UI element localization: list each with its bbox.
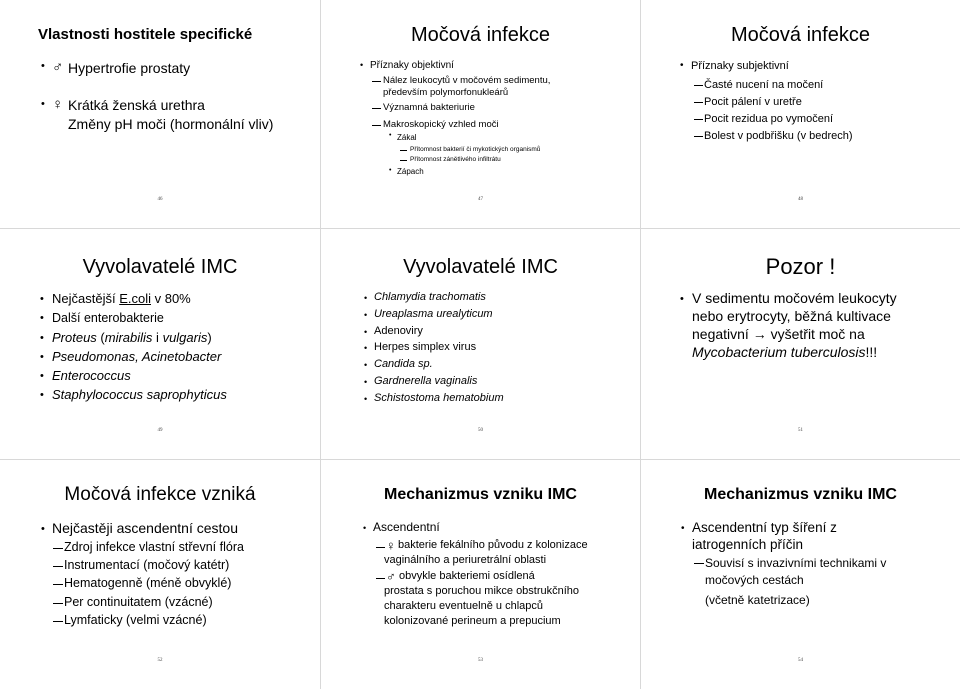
dash-marker xyxy=(53,566,63,567)
sub-sub-text: Zákal xyxy=(397,133,417,142)
bullet-text: Ascendentní typ šíření z xyxy=(692,520,837,535)
sub-text: Pocit pálení v uretře xyxy=(704,96,802,108)
bullet-icon: • xyxy=(364,310,368,320)
bullet-text xyxy=(52,291,191,306)
sub-text: především polymorfonukleárů xyxy=(383,87,509,98)
bullet-text: Enterococcus xyxy=(52,368,131,383)
slide-50 xyxy=(321,229,640,459)
sub-text: vaginálního a periuretrální oblasti xyxy=(384,554,547,566)
bullet-text: Pseudomonas, Acinetobacter xyxy=(52,349,222,364)
bullet-icon: • xyxy=(40,312,44,324)
bullet-icon: • xyxy=(41,60,45,72)
bullet-text: Staphylococcus saprophyticus xyxy=(52,387,227,402)
sub-text: (včetně katetrizace) xyxy=(705,593,810,607)
bullet-icon: • xyxy=(680,293,684,305)
bullet-text: Změny pH moči (hormonální vliv) xyxy=(68,116,274,132)
text-part: v 80% xyxy=(151,291,191,306)
page-number: 51 xyxy=(798,428,803,433)
bullet-text: Ascendentní xyxy=(373,520,440,534)
female-symbol-icon: ♀ xyxy=(386,538,396,553)
sub-text: Časté nucení na močení xyxy=(704,79,824,91)
dash-marker xyxy=(372,125,381,126)
slide-title: Močová infekce vzniká xyxy=(64,484,256,505)
sub-text: Per continuitatem (vzácné) xyxy=(64,595,213,609)
text-part: !!! xyxy=(865,344,878,360)
bullet-text: Nejčastěji ascendentní cestou xyxy=(52,520,238,536)
bullet-icon: • xyxy=(363,523,367,533)
bullet-text: Příznaky objektivní xyxy=(370,60,454,71)
page-number: 47 xyxy=(478,197,483,202)
slide-49 xyxy=(0,229,320,459)
slide-title: Močová infekce xyxy=(411,24,550,46)
bullet-text: Gardnerella vaginalis xyxy=(374,375,478,387)
bullet-text: nebo erytrocyty, běžná kultivace xyxy=(692,308,891,324)
sub-text: Makroskopický vzhled moči xyxy=(383,119,499,130)
bullet-icon: • xyxy=(40,332,44,344)
sub-text: Hematogenně (méně obvyklé) xyxy=(64,576,232,590)
dash-marker xyxy=(694,119,703,120)
sub-text: obvykle bakteriemi osídlená xyxy=(399,570,535,582)
dash-marker xyxy=(53,621,63,622)
bullet-text: Hypertrofie prostaty xyxy=(68,60,191,76)
bullet-icon: • xyxy=(40,370,44,382)
text-part: Proteus xyxy=(52,330,97,345)
dash-marker xyxy=(694,136,703,137)
sub-text: Souvisí s invazivními technikami v xyxy=(705,556,887,570)
bullet-text: Adenoviry xyxy=(374,325,423,337)
bullet-text: iatrogenních příčin xyxy=(692,537,804,552)
text-part: Nejčastější xyxy=(52,291,120,306)
text-part: ( xyxy=(96,330,105,345)
slide-title: Mechanizmus vzniku IMC xyxy=(384,486,577,503)
bullet-text: Herpes simplex virus xyxy=(374,341,477,353)
dash-marker xyxy=(694,102,703,103)
page-number: 46 xyxy=(157,197,163,202)
bullet-icon: • xyxy=(41,98,45,110)
slide-52 xyxy=(0,460,320,689)
sub-text: Nález leukocytů v močovém sedimentu, xyxy=(383,75,551,86)
text-part: ) xyxy=(207,330,212,345)
page-number: 53 xyxy=(478,658,483,663)
bullet-text: Ureaplasma urealyticum xyxy=(374,308,493,320)
text-part: vulgaris xyxy=(162,330,208,345)
dash-marker xyxy=(53,548,63,549)
detail-text: Přítomnost bakterií či mykotických organismů xyxy=(410,146,541,153)
sub-text: močových cestách xyxy=(705,573,804,587)
slide-title: Pozor ! xyxy=(765,254,836,279)
page-number: 52 xyxy=(157,658,163,663)
dash-marker xyxy=(400,150,407,151)
slide-title: Mechanizmus vzniku IMC xyxy=(704,486,897,503)
bullet-icon: • xyxy=(41,523,45,535)
bullet-text xyxy=(52,330,212,345)
slide-title: Vlastnosti hostitele specifické xyxy=(38,26,253,43)
bullet-text: V sedimentu močovém leukocyty xyxy=(692,290,897,306)
bullet-text: Další enterobakterie xyxy=(52,311,164,325)
bullet-icon: • xyxy=(364,394,368,404)
dash-marker xyxy=(376,578,385,579)
male-symbol-icon: ♂ xyxy=(386,569,396,584)
bullet-icon: • xyxy=(40,389,44,401)
bullet-text: Krátká ženská urethra xyxy=(68,97,205,113)
slide-47 xyxy=(321,0,640,228)
bullet-icon: • xyxy=(360,60,364,70)
slide-53 xyxy=(321,460,640,689)
slide-title: Vyvolavatelé IMC xyxy=(82,256,238,278)
bullet-icon: • xyxy=(40,293,44,305)
female-symbol-icon: ♀ xyxy=(52,96,64,113)
dash-marker xyxy=(372,108,381,109)
page-number: 54 xyxy=(798,658,803,663)
page-number: 50 xyxy=(478,428,483,433)
dash-marker xyxy=(694,85,703,86)
dash-marker xyxy=(372,81,381,82)
bullet-text xyxy=(692,344,877,360)
sub-text: Lymfaticky (velmi vzácné) xyxy=(64,613,207,627)
page-number: 49 xyxy=(157,428,163,433)
bullet-text xyxy=(692,326,865,342)
bullet-text: Candida sp. xyxy=(374,358,433,370)
bullet-icon: • xyxy=(389,167,392,174)
bullet-icon: • xyxy=(389,132,392,139)
bullet-text: Příznaky subjektivní xyxy=(691,60,789,72)
dash-marker xyxy=(53,584,63,585)
slide-48 xyxy=(641,0,960,228)
sub-text: bakterie fekálního původu z kolonizace xyxy=(398,539,588,551)
sub-sub-text: Zápach xyxy=(397,167,424,176)
bullet-text: Schistostoma hematobium xyxy=(374,392,504,404)
bullet-icon: • xyxy=(364,343,368,353)
dash-marker xyxy=(376,547,385,548)
sub-text: Významná bakteriurie xyxy=(383,102,475,113)
arrow-icon: → xyxy=(752,326,767,342)
slide-46 xyxy=(0,0,320,228)
bullet-icon: • xyxy=(364,360,368,370)
text-part: vyšetřit moč na xyxy=(770,326,865,342)
sub-text: prostata s poruchou mikce obstrukčního xyxy=(384,585,580,597)
text-part: mirabilis xyxy=(104,330,153,345)
sub-text: Pocit rezidua po vymočení xyxy=(704,113,834,125)
bullet-icon: • xyxy=(364,377,368,387)
sub-text: charakteru eventuelně u chlapců xyxy=(384,600,543,612)
text-part: i xyxy=(152,330,163,345)
sub-text: Zdroj infekce vlastní střevní flóra xyxy=(64,540,244,554)
slide-title: Močová infekce xyxy=(731,24,870,46)
male-symbol-icon: ♂ xyxy=(52,59,64,76)
bullet-icon: • xyxy=(681,523,685,534)
sub-text: kolonizované perineum a prepucium xyxy=(384,615,561,627)
dash-marker xyxy=(53,603,63,604)
sub-text: Instrumentací (močový katétr) xyxy=(64,558,230,572)
bullet-icon: • xyxy=(40,351,44,363)
detail-text: Přítomnost zánětlivého infiltrátu xyxy=(410,156,501,163)
text-part: Mycobacterium tuberculosis xyxy=(692,344,866,360)
slide-54 xyxy=(641,460,960,689)
text-part: negativní xyxy=(692,326,749,342)
dash-marker xyxy=(400,160,407,161)
sub-text: Bolest v podbřišku (v bedrech) xyxy=(704,130,853,142)
bullet-icon: • xyxy=(364,327,368,337)
bullet-icon: • xyxy=(364,293,368,303)
bullet-icon: • xyxy=(680,60,684,71)
slide-51 xyxy=(641,229,960,459)
bullet-text: Chlamydia trachomatis xyxy=(374,291,486,303)
slide-title: Vyvolavatelé IMC xyxy=(403,256,558,278)
page-number: 48 xyxy=(798,197,803,202)
dash-marker xyxy=(694,563,704,564)
text-part-link: E.coli xyxy=(119,291,151,306)
